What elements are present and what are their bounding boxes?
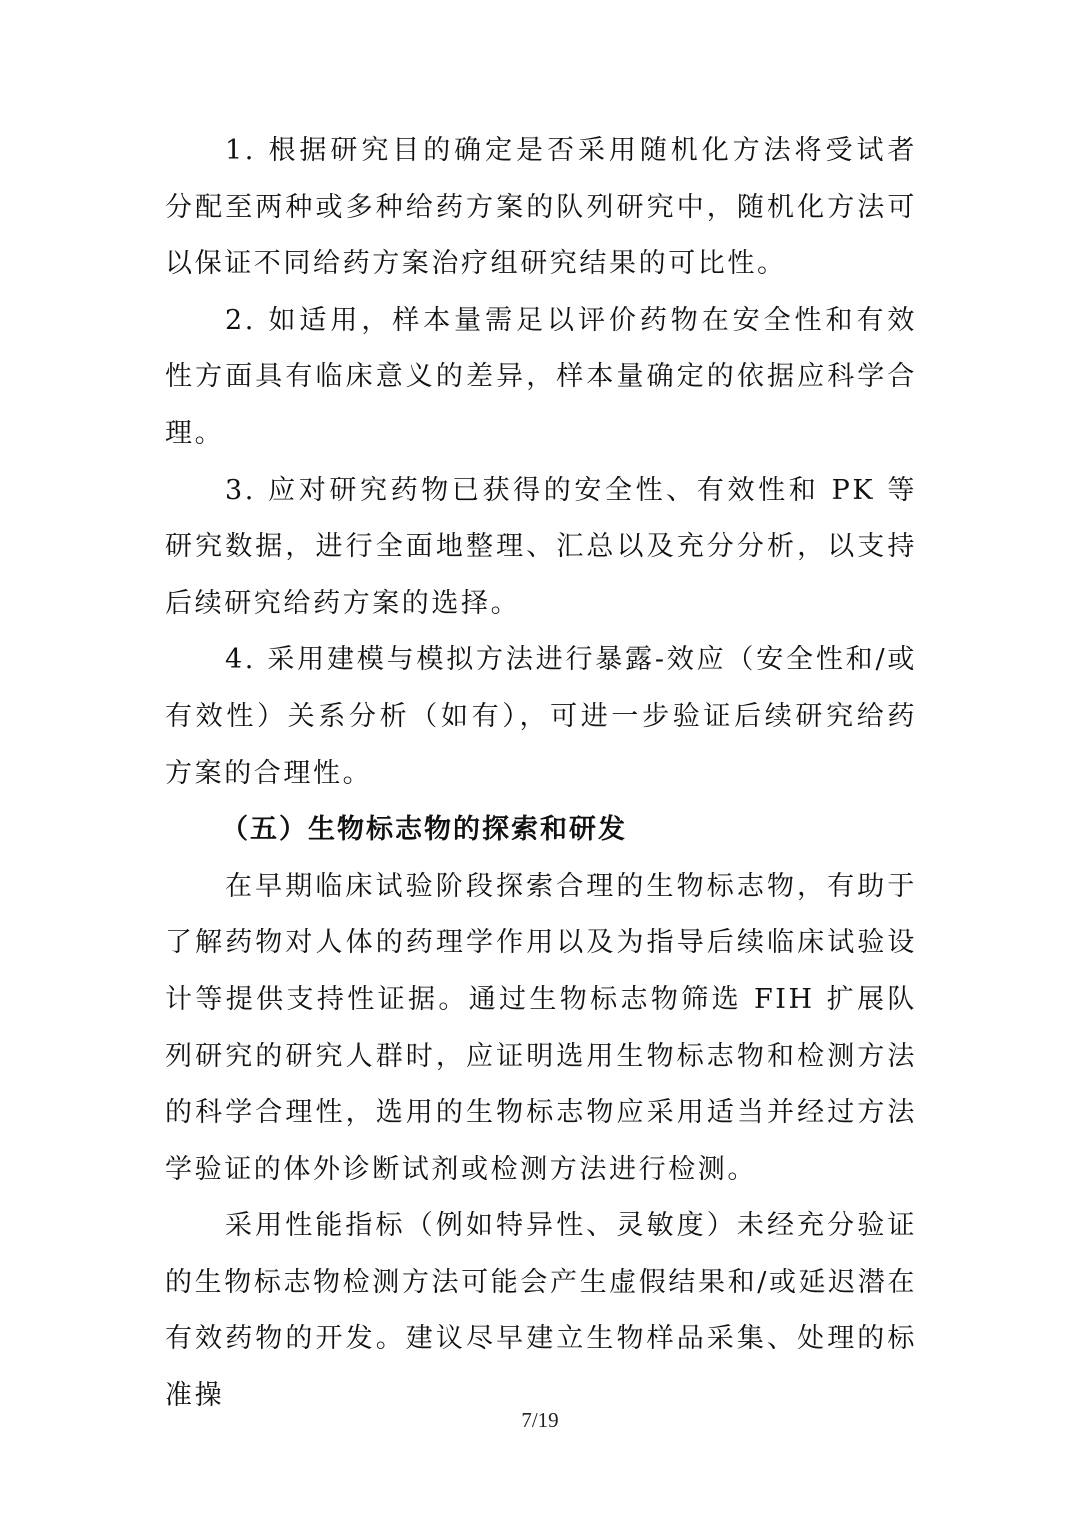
paragraph-biomarker-intro: 在早期临床试验阶段探索合理的生物标志物，有助于了解药物对人体的药理学作用以及为指导后续临床试验设计等提供支持性证据。通过生物标志物筛选 FIH 扩展队列研究的研究人群时，应证明选用生物标志物和检测方法的科学合理性，选用的生物标志物应采用适当并经过方法学验证的体外诊断试剂或检测方法进行检测。 [165,870,917,1185]
list-item-3: 3. 应对研究药物已获得的安全性、有效性和 PK 等研究数据，进行全面地整理、汇总以及充分分析，以支持后续研究给药方案的选择。 [165,474,917,619]
list-item-4: 4. 采用建模与模拟方法进行暴露-效应（安全性和/或有效性）关系分析（如有），可进一步验证后续研究给药方案的合理性。 [165,644,917,789]
paragraph-biomarker-validation: 采用性能指标（例如特异性、灵敏度）未经充分验证的生物标志物检测方法可能会产生虚假结果和/或延迟潜在有效药物的开发。建议尽早建立生物样品采集、处理的标准操 [165,1210,917,1412]
page-number: 7/19 [521,1408,559,1432]
body-text [165,123,917,1425]
list-item-1: 1. 根据研究目的确定是否采用随机化方法将受试者分配至两种或多种给药方案的队列研究中，随机化方法可以保证不同给药方案治疗组研究结果的可比性。 [165,135,917,280]
section-heading: （五）生物标志物的探索和研发 [221,814,627,846]
list-item-2: 2. 如适用，样本量需足以评价药物在安全性和有效性方面具有临床意义的差异，样本量确定的依据应科学合理。 [165,304,917,449]
